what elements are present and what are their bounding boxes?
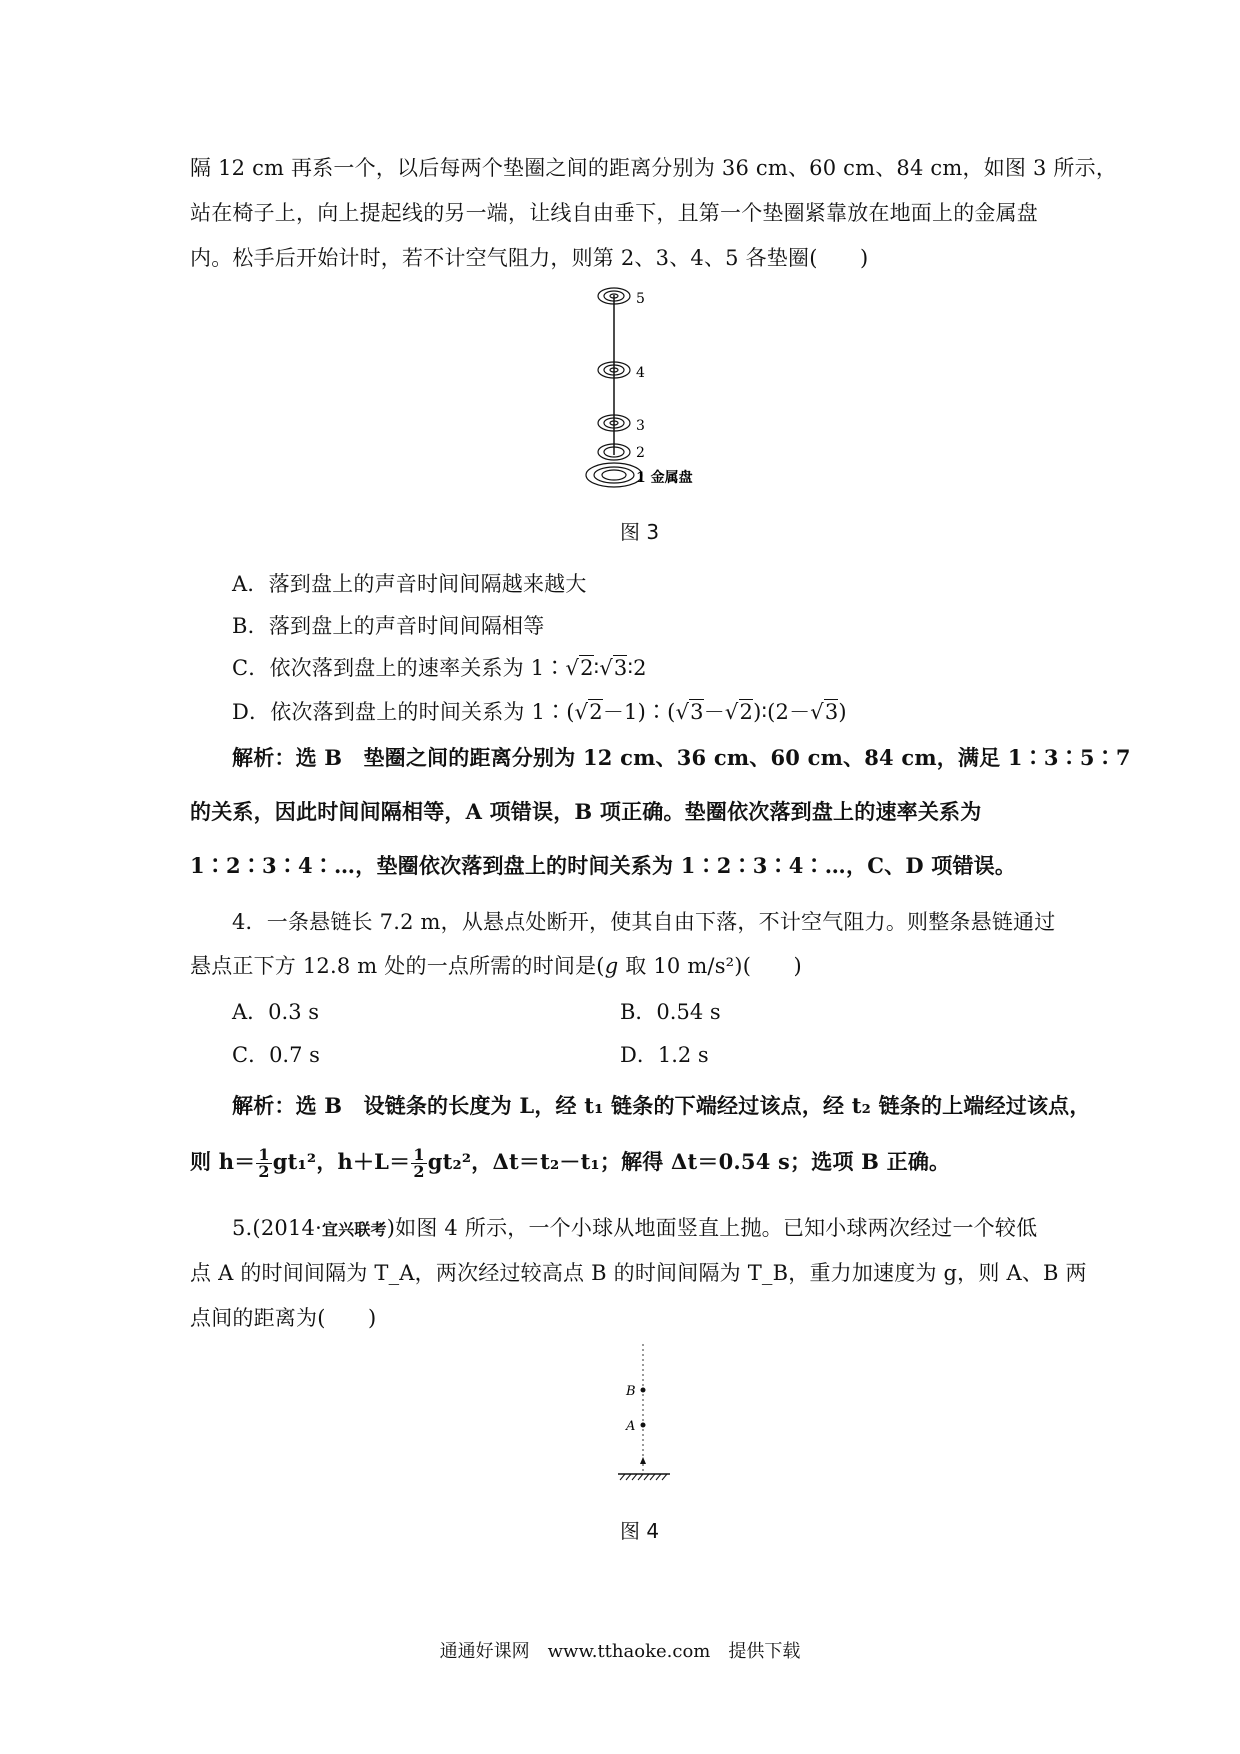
figure-3-caption: 图 3	[620, 520, 660, 544]
q4-solution-line-2-prefix: 则 h＝	[190, 1149, 256, 1174]
q3-option-c-suffix: ∶2	[627, 656, 647, 680]
q5-source: 宜兴联考	[321, 1220, 387, 1239]
intro-line-3: 内。松手后开始计时，若不计空气阻力，则第 2、3、4、5 各垫圈( )	[190, 246, 869, 270]
page-footer: 通通好课网 www.tthaoke.com 提供下载	[439, 1641, 801, 1662]
washer-label-3: 3	[636, 418, 645, 434]
washer-label-4: 4	[636, 365, 645, 381]
q3-option-d: D．依次落到盘上的时间关系为 1∶(√2－1)∶(√3－√2)∶(2－√3)	[232, 700, 847, 724]
figure-4-caption: 图 4	[620, 1519, 660, 1543]
q5-line-1-prefix: 5.(2014·	[232, 1216, 322, 1240]
q3-solution-line-3: 1∶2∶3∶4∶…，垫圈依次落到盘上的时间关系为 1∶2∶3∶4∶…，C、D 项错误。	[190, 853, 1017, 878]
q4-option-d: D．1.2 s	[620, 1043, 709, 1067]
intro-line-1: 隔 12 cm 再系一个，以后每两个垫圈之间的距离分别为 36 cm、60 cm、84 cm，如图 3 所示，	[190, 156, 1118, 180]
q4-option-a: A．0.3 s	[232, 1000, 320, 1024]
washer-label-2: 2	[636, 445, 645, 461]
q4-line-2-suffix: 取 10 m/s²)( )	[625, 954, 802, 978]
q4-solution-line-2-mid: gt₁²，h＋L＝	[272, 1149, 411, 1174]
q4-solution-line-2-suffix: gt₂²，Δt＝t₂－t₁；解得 Δt＝0.54 s；选项 B 正确。	[427, 1149, 951, 1174]
q4-solution-line-1: 解析：选 B 设链条的长度为 L，经 t₁ 链条的下端经过该点，经 t₂ 链条的上端经过该点，	[232, 1093, 1091, 1118]
q3-option-c: C．依次落到盘上的速率关系为 1∶√2∶√3∶2	[232, 656, 647, 680]
q4-line-2-text: 悬点正下方 12.8 m 处的一点所需的时间是(	[190, 954, 605, 978]
intro-line-2: 站在椅子上，向上提起线的另一端，让线自由垂下，且第一个垫圈紧靠放在地面上的金属盘	[190, 201, 1038, 225]
q4-line-1: 4．一条悬链长 7.2 m，从悬点处断开，使其自由下落，不计空气阻力。则整条悬链通过	[232, 910, 1056, 934]
q4-solution-line-2	[190, 1146, 950, 1180]
figure-3-washers-diagram	[570, 285, 720, 490]
washer-label-1-plate: 1 金属盘	[636, 470, 693, 486]
q4-option-c: C．0.7 s	[232, 1043, 320, 1067]
point-b-label: B	[626, 1384, 636, 1399]
q3-solution-line-1: 解析：选 B 垫圈之间的距离分别为 12 cm、36 cm、60 cm、84 cm，满足 1∶3∶5∶7	[232, 745, 1131, 770]
q3-option-b: B．落到盘上的声音时间间隔相等	[232, 614, 545, 638]
figure-4-vertical-throw-diagram	[600, 1340, 690, 1490]
q3-solution-line-2: 的关系，因此时间间隔相等，A 项错误，B 项正确。垫圈依次落到盘上的速率关系为	[190, 799, 982, 824]
q4-option-b: B．0.54 s	[620, 1000, 721, 1024]
fraction-one-half: $\frac{1}{2}$	[258, 1145, 270, 1181]
q5-line-1-suffix: )如图 4 所示，一个小球从地面竖直上抛。已知小球两次经过一个较低	[386, 1216, 1038, 1240]
point-a-label: A	[626, 1419, 636, 1434]
q3-option-c-text: C．依次落到盘上的速率关系为 1∶	[232, 656, 566, 680]
fraction-one-half: $\frac{1}{2}$	[413, 1145, 425, 1181]
q3-option-d-text: D．依次落到盘上的时间关系为 1∶(	[232, 700, 575, 724]
washer-label-5: 5	[636, 291, 645, 307]
q4-line-2: 悬点正下方 12.8 m 处的一点所需的时间是(g 取 10 m/s²)( )	[190, 954, 802, 978]
q5-line-3: 点间的距离为( )	[190, 1306, 377, 1330]
q3-option-a: A．落到盘上的声音时间间隔越来越大	[232, 572, 587, 596]
q5-line-2: 点 A 的时间间隔为 T_A，两次经过较高点 B 的时间间隔为 T_B，重力加速度为 g，则 A、B 两	[190, 1261, 1087, 1285]
q5-line-1	[232, 1212, 1037, 1242]
